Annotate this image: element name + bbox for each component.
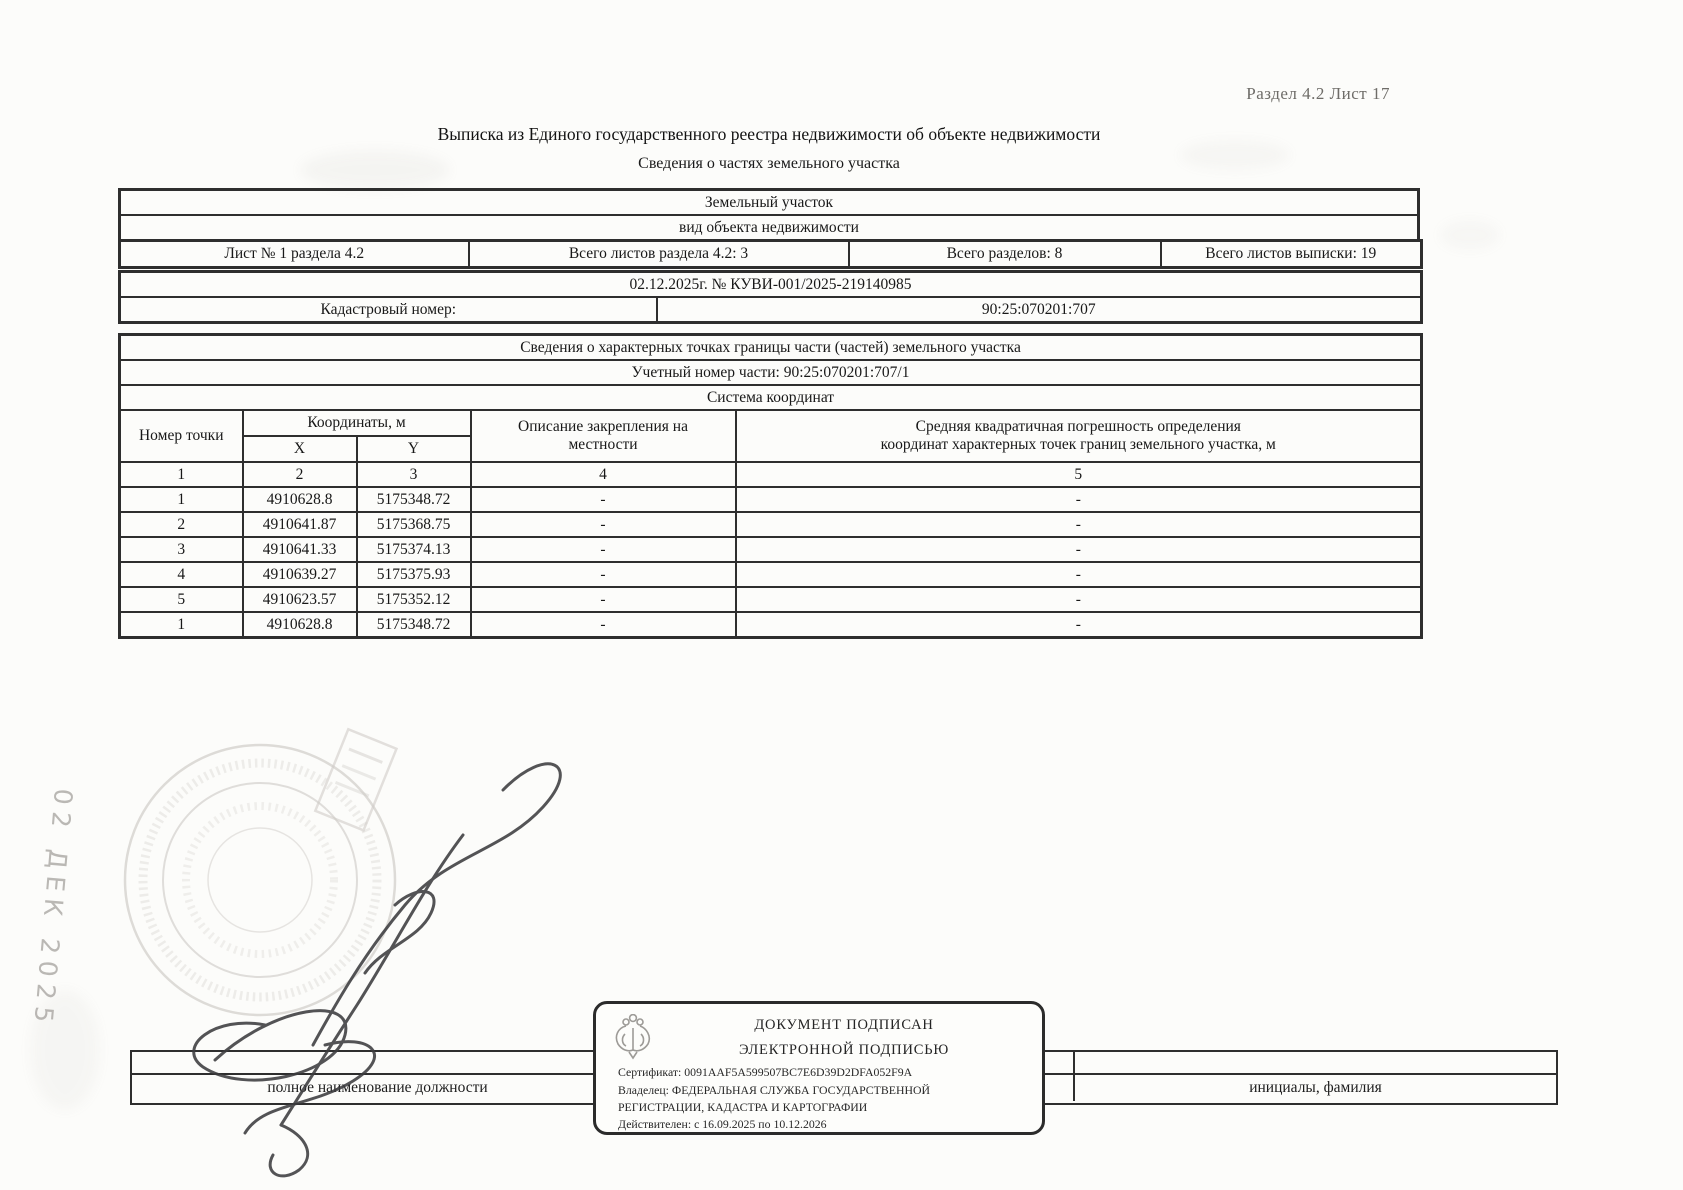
table-row — [120, 487, 1422, 512]
table-cell: - — [736, 587, 1422, 612]
table-cell: - — [736, 612, 1422, 638]
cadastral-number-value: 90:25:070201:707 — [657, 297, 1422, 323]
certificate-number: Сертификат: 0091AAF5A599507BC7E6D39D2DFA052F9A — [618, 1065, 913, 1079]
table-cell: - — [736, 537, 1422, 562]
col-header-point: Номер точки — [120, 410, 243, 462]
certificate-owner-line1: Владелец: ФЕДЕРАЛЬНАЯ СЛУЖБА ГОСУДАРСТВЕННОЙ — [618, 1083, 931, 1097]
signing-cell-blank — [1075, 1052, 1556, 1073]
table-row — [120, 562, 1422, 587]
table-cell: 5175352.12 — [357, 587, 471, 612]
column-number: 4 — [471, 462, 736, 487]
table-cell: 4910623.57 — [243, 587, 357, 612]
table-cell: 2 — [120, 512, 243, 537]
electronic-signature-box — [593, 1001, 1045, 1135]
object-type-value: Земельный участок — [120, 190, 1419, 216]
part-number: Учетный номер части: 90:25:070201:707/1 — [120, 360, 1422, 385]
russian-coat-of-arms-icon — [612, 1014, 654, 1062]
table-cell: 1 — [120, 487, 243, 512]
col-header-error — [736, 410, 1422, 462]
scan-smudge — [1440, 220, 1500, 250]
date-stamp: 02 ДЕК 2025 — [28, 787, 79, 1031]
table-cell: - — [736, 512, 1422, 537]
object-type-caption: вид объекта недвижимости — [120, 215, 1419, 241]
points-table-title: Сведения о характерных точках границы части (частей) земельного участка — [120, 335, 1422, 361]
page-subtitle: Сведения о частях земельного участка — [638, 155, 900, 172]
table-cell: 5175375.93 — [357, 562, 471, 587]
table-cell: 5 — [120, 587, 243, 612]
sheet-number-cell: Лист № 1 раздела 4.2 — [120, 241, 469, 268]
table-cell: 1 — [120, 612, 243, 638]
col-header-coords: Координаты, м — [243, 410, 471, 436]
col-header-description-line1: Описание закрепления на — [518, 418, 688, 436]
page-title: Выписка из Единого государственного реестра недвижимости об объекте недвижимости — [437, 124, 1101, 144]
table-cell: 5175348.72 — [357, 612, 471, 638]
table-cell: 4910641.33 — [243, 537, 357, 562]
col-header-error-line2: координат характерных точек границ земельного участка, м — [880, 436, 1276, 453]
section-sheets-total-cell: Всего листов раздела 4.2: 3 — [469, 241, 849, 268]
col-header-description-line2: местности — [568, 436, 638, 453]
sections-total-cell: Всего разделов: 8 — [849, 241, 1161, 268]
points-tbody — [120, 487, 1422, 638]
table-cell: 4910641.87 — [243, 512, 357, 537]
table-cell: - — [471, 487, 736, 512]
coord-system: Система координат — [120, 385, 1422, 410]
table-cell: - — [471, 612, 736, 638]
table-cell: - — [471, 537, 736, 562]
column-number: 2 — [243, 462, 357, 487]
object-type-table — [118, 188, 1420, 242]
certificate-validity: Действителен: с 16.09.2025 по 10.12.2026 — [618, 1117, 827, 1131]
name-label: инициалы, фамилия — [1249, 1079, 1382, 1096]
doc-date-number: 02.12.2025г. № КУВИ-001/2025-219140985 — [120, 272, 1422, 298]
col-header-description — [471, 410, 736, 462]
table-cell: 3 — [120, 537, 243, 562]
table-cell: 4 — [120, 562, 243, 587]
signature-box-title-line2: ЭЛЕКТРОННОЙ ПОДПИСЬЮ — [738, 1042, 950, 1058]
extract-sheets-total-cell: Всего листов выписки: 19 — [1161, 241, 1422, 268]
table-cell: - — [471, 587, 736, 612]
column-number: 1 — [120, 462, 243, 487]
table-row — [120, 587, 1422, 612]
table-cell: 4910639.27 — [243, 562, 357, 587]
signature-box-title-line1: ДОКУМЕНТ ПОДПИСАН — [754, 1017, 934, 1033]
table-cell: 4910628.8 — [243, 487, 357, 512]
table-cell: 4910628.8 — [243, 612, 357, 638]
table-cell: - — [471, 512, 736, 537]
handwritten-signature-icon — [95, 715, 615, 1185]
sheets-info-table — [118, 239, 1423, 269]
column-number: 5 — [736, 462, 1422, 487]
certificate-owner-line2: РЕГИСТРАЦИИ, КАДАСТРА И КАРТОГРАФИИ — [618, 1100, 868, 1114]
column-number: 3 — [357, 462, 471, 487]
position-label: полное наименование должности — [132, 1075, 625, 1101]
table-cell: - — [736, 562, 1422, 587]
col-header-x: X — [243, 436, 357, 462]
table-row — [120, 612, 1422, 638]
table-cell: 5175368.75 — [357, 512, 471, 537]
table-cell: - — [736, 487, 1422, 512]
table-row — [120, 537, 1422, 562]
column-numbers-row — [120, 462, 1422, 487]
table-cell: 5175374.13 — [357, 537, 471, 562]
table-cell: - — [471, 562, 736, 587]
points-table — [118, 333, 1423, 639]
table-row — [120, 512, 1422, 537]
col-header-error-line1: Средняя квадратичная погрешность определения — [915, 418, 1241, 436]
section-sheet-label: Раздел 4.2 Лист 17 — [1246, 84, 1390, 103]
table-cell: 5175348.72 — [357, 487, 471, 512]
col-header-y: Y — [357, 436, 471, 462]
cadastral-number-label: Кадастровый номер: — [120, 297, 657, 323]
doc-info-table — [118, 270, 1423, 324]
